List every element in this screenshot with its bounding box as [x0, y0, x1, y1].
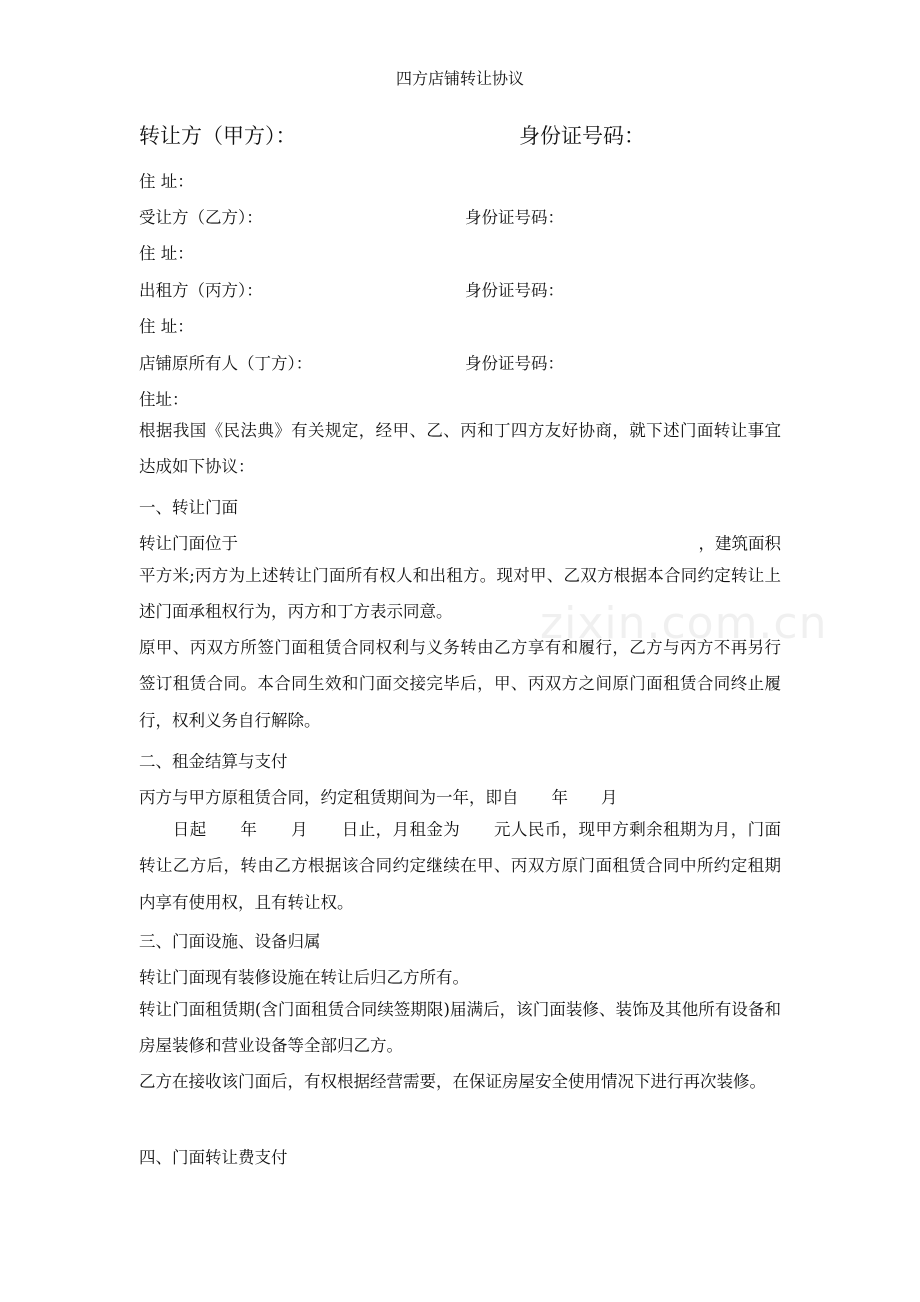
section-1-title: 一、转让门面 — [139, 498, 238, 517]
section-2-paragraph-2: 日起 年 月 日止，月租金为 元人民币，现甲方剩余租期为月，门面转让乙方后，转由乙方根据该合同约定继续在甲、丙双方原门面租赁合同中所约定租期内享有使用权，且有转让权。 — [139, 820, 781, 912]
party-d-address: 住址： — [139, 390, 189, 409]
section-3-title: 三、门面设施、设备归属 — [139, 932, 321, 951]
section-3-paragraph-1: 转让门面现有装修设施在转让后归乙方所有。 — [139, 968, 469, 987]
party-b-address: 住 址： — [139, 244, 194, 263]
section-1-location-start: 转让门面位于 — [139, 534, 238, 553]
section-2-title: 二、租金结算与支付 — [139, 752, 288, 771]
section-4-title: 四、门面转让费支付 — [139, 1148, 288, 1167]
section-2-paragraph-1: 丙方与甲方原租赁合同，约定租赁期间为一年，即自 年 月 — [139, 788, 618, 807]
party-d-label: 店铺原所有人（丁方）： — [139, 354, 313, 373]
document-title: 四方店铺转让协议 — [395, 69, 524, 88]
party-b-label: 受让方（乙方）： — [139, 208, 263, 227]
party-a-address: 住 址： — [139, 172, 194, 191]
section-3-paragraph-2: 转让门面租赁期(含门面租赁合同续签期限)届满后，该门面装修、装饰及其他所有设备和房屋装修和营业设备等全部归乙方。 — [139, 1000, 781, 1056]
party-c-address: 住 址： — [139, 317, 194, 336]
intro-paragraph: 根据我国《民法典》有关规定，经甲、乙、丙和丁四方友好协商，就下述门面转让事宜达成如下协议： — [139, 421, 781, 477]
section-3-paragraph-3: 乙方在接收该门面后，有权根据经营需要，在保证房屋安全使用情况下进行再次装修。 — [139, 1072, 766, 1091]
party-a-label: 转让方（甲方）： — [139, 124, 297, 148]
party-c-label: 出租方（丙方）： — [139, 281, 263, 300]
party-d-id-label: 身份证号码： — [465, 354, 564, 373]
watermark: zixin.com.cn — [540, 598, 828, 649]
section-1-paragraph-2: 平方米;丙方为上述转让门面所有权人和出租方。现对甲、乙双方根据本合同约定转让上述门面承租权行为，丙方和丁方表示同意。 — [139, 566, 781, 622]
party-b-id-label: 身份证号码： — [465, 208, 564, 227]
party-a-id-label: 身份证号码： — [519, 124, 645, 148]
party-c-id-label: 身份证号码： — [465, 281, 564, 300]
section-1-paragraph-3: 原甲、丙双方所签门面租赁合同权利与义务转由乙方享有和履行，乙方与丙方不再另行签订租赁合同。本合同生效和门面交接完毕后，甲、丙双方之间原门面租赁合同终止履行，权利义务自行解除。 — [139, 638, 781, 730]
section-1-location-end: ，建筑面积 — [698, 534, 781, 553]
